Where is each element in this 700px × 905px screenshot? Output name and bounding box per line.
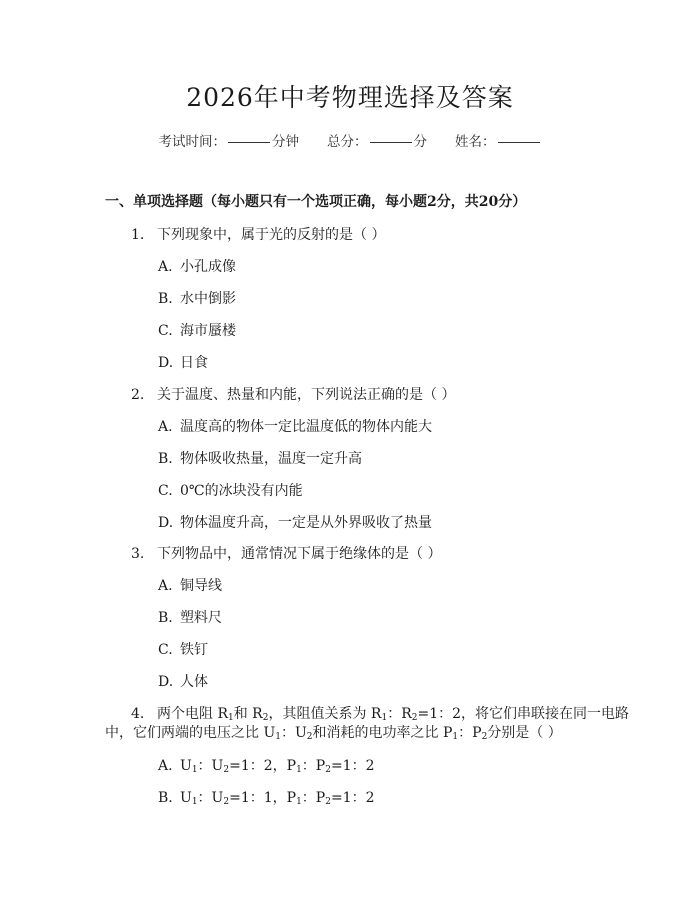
q3-option-c: C. 铁钉	[158, 642, 208, 658]
q2-option-b: B. 物体吸收热量，温度一定升高	[158, 451, 362, 467]
exam-time: 考试时间： 分钟	[158, 134, 299, 150]
q3-option-b: B. 塑料尺	[158, 610, 222, 626]
question-1: 1. 下列现象中，属于光的反射的是（ ）	[131, 227, 386, 243]
q4-option-a: A. $U_1$：$U_2=1$：2，$P_1$：$P_2=1$：2	[158, 758, 375, 775]
question-4-line-2: 中，它们两端的电压之比 $U_1$：$U_2$和消耗的电功率之比 $P_1$：$P_2$分别是（ ）	[105, 725, 562, 742]
time-blank	[228, 142, 270, 143]
q1-option-a: A. 小孔成像	[158, 259, 236, 275]
exam-info	[0, 130, 700, 150]
page-title: 2026年中考物理选择及答案	[186, 83, 514, 112]
q1-option-c: C. 海市蜃楼	[158, 323, 236, 339]
exam-name: 姓名：	[455, 130, 542, 150]
exam-score: 总分： 分	[327, 134, 427, 150]
name-blank	[498, 142, 540, 143]
q2-option-a: A. 温度高的物体一定比温度低的物体内能大	[158, 419, 432, 435]
q2-option-d: D. 物体温度升高，一定是从外界吸收了热量	[158, 515, 432, 531]
q3-option-d: D. 人体	[158, 674, 208, 690]
question-4-line-1: 4. 两个电阻 $R_1$和 $R_2$，其阻值关系为 $R_1$：$R_2=1$：2，将它们串联接在同一电路	[131, 706, 630, 723]
section-heading: 一、单项选择题（每小题只有一个选项正确，每小题2分，共20分）	[105, 194, 527, 210]
score-blank	[370, 142, 412, 143]
q2-option-c: C. 0℃的冰块没有内能	[158, 483, 303, 499]
question-2: 2. 关于温度、热量和内能，下列说法正确的是（ ）	[131, 387, 456, 403]
q3-option-a: A. 铜导线	[158, 578, 222, 594]
q1-option-b: B. 水中倒影	[158, 291, 236, 307]
q4-option-b: B. $U_1$：$U_2=1$：1，$P_1$：$P_2=1$：2	[158, 790, 375, 807]
q1-option-d: D. 日食	[158, 355, 208, 371]
question-3: 3. 下列物品中，通常情况下属于绝缘体的是（ ）	[131, 546, 442, 562]
